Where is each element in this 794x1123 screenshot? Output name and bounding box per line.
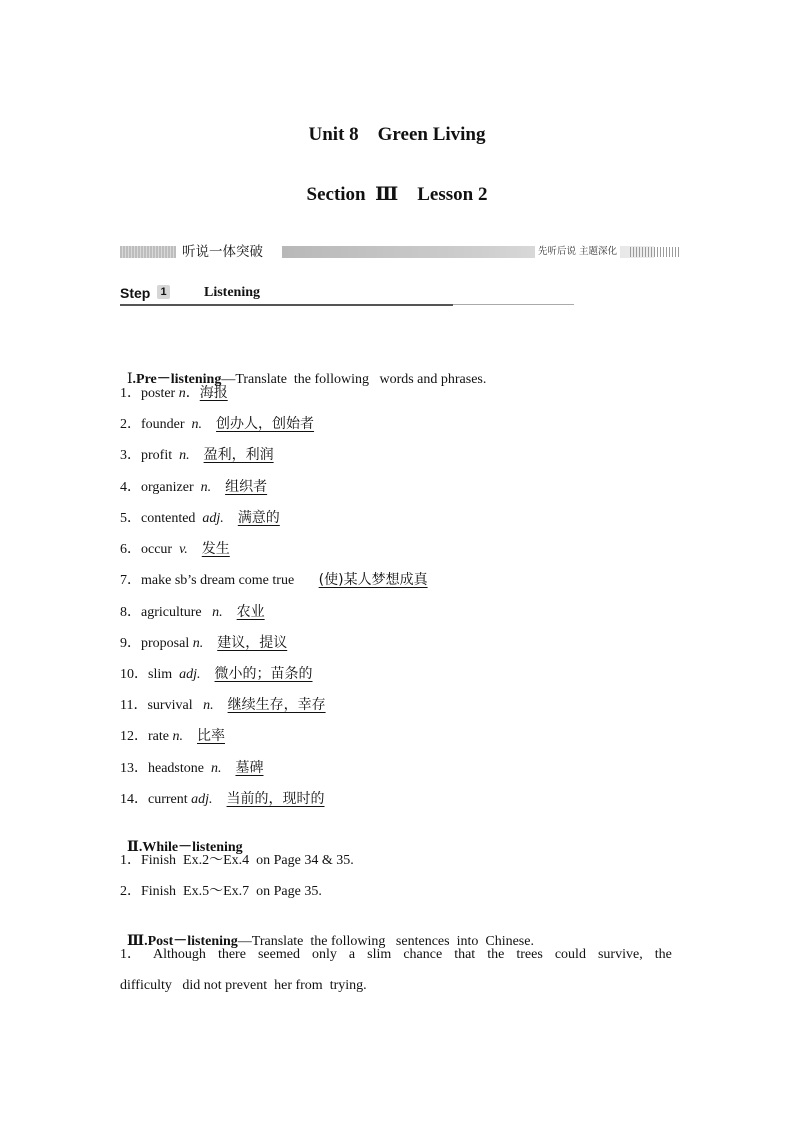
item-word: poster [141, 386, 179, 401]
item-answer: 盈利，利润 [203, 447, 274, 463]
item-word: contented [141, 511, 203, 526]
sentence-1-line-1 [120, 946, 672, 964]
item-word: rate [148, 729, 173, 744]
item-number: 10． [120, 667, 148, 682]
item-separator [223, 605, 237, 620]
banner-subtitle: 先听后说 主题深化 [535, 245, 620, 259]
item-answer: 当前的，现时的 [226, 791, 325, 807]
item-separator [203, 636, 217, 651]
section-banner [120, 244, 680, 261]
item-separator [211, 480, 225, 495]
item-answer: 农业 [236, 604, 265, 620]
list-item [120, 478, 267, 497]
list-item [120, 759, 263, 778]
item-number: 7． [120, 573, 141, 588]
item-word: founder [141, 417, 192, 432]
sentence-word: Although [153, 947, 206, 962]
item-word: occur [141, 542, 180, 557]
list-item [120, 384, 228, 403]
item-answer: 墓碑 [235, 760, 264, 776]
list-item [120, 446, 274, 465]
list-item [120, 540, 230, 559]
list-item [120, 634, 287, 653]
step-title: Listening [204, 285, 261, 300]
item-number: 9． [120, 636, 141, 651]
item-number: 11． [120, 698, 148, 713]
item-separator: ． [185, 386, 200, 401]
item-separator [190, 448, 204, 463]
sentence-word: survive, [597, 947, 643, 962]
item-answer: 发生 [201, 541, 230, 557]
sentence-1-line-2: difficulty did not prevent her from trying. [120, 978, 367, 993]
sentence-word: 1． [120, 947, 141, 962]
part3-numeral: Ⅲ [127, 934, 145, 949]
list-item [120, 603, 265, 622]
part1-heading: .Pre－listening [132, 372, 222, 387]
item-number: 6． [120, 542, 141, 557]
sentence-word: slim [367, 947, 392, 962]
item-number: 8． [120, 605, 141, 620]
item-answer: 比率 [196, 728, 225, 744]
item-separator [202, 417, 216, 432]
sentence-word: the [654, 947, 672, 962]
item-pos: adj. [179, 667, 201, 682]
item-answer: 继续生存，幸存 [227, 697, 326, 713]
item-pos: v. [179, 542, 188, 557]
item-pos: n. [212, 605, 223, 620]
item-word: organizer [141, 480, 201, 495]
item-separator [188, 542, 202, 557]
item-pos: n. [191, 417, 203, 432]
item-number: 13． [120, 761, 148, 776]
section-title: Section Ⅲ Lesson 2 [306, 184, 488, 205]
step-rule-dark [120, 304, 453, 306]
item-number: 14． [120, 792, 148, 807]
item-answer: 满意的 [237, 510, 280, 526]
item-separator [294, 573, 319, 588]
item-separator [221, 761, 235, 776]
list-item: 1．Finish Ex.2～Ex.4 on Page 34 & 35. [120, 853, 354, 868]
sentence-word: the [487, 947, 505, 962]
step-label: Step [120, 285, 151, 301]
item-answer: 组织者 [225, 479, 268, 495]
item-word: proposal [141, 636, 193, 651]
part3-instruction: —Translate the following sentences into Chinese. [237, 934, 534, 949]
list-item [120, 727, 225, 746]
item-separator [224, 511, 238, 526]
sentence-word: trees [516, 947, 543, 962]
item-word: survival [147, 698, 204, 713]
item-word: agriculture [141, 605, 213, 620]
item-number: 1． [120, 386, 141, 401]
item-separator [213, 792, 227, 807]
list-item: 2．Finish Ex.5～Ex.7 on Page 35. [120, 884, 322, 899]
item-pos: n [178, 386, 186, 401]
item-answer: 创办人，创始者 [216, 416, 315, 432]
sentence-word: seemed [257, 947, 300, 962]
item-answer: (使)某人梦想成真 [318, 572, 428, 588]
part1-numeral: Ⅰ [127, 372, 133, 387]
list-item [120, 571, 428, 590]
banner-title: 听说一体突破 [178, 243, 267, 261]
item-pos: adj. [202, 511, 224, 526]
item-pos: n. [203, 698, 214, 713]
item-word: make sb’s dream come true [141, 573, 295, 588]
item-word: current [148, 792, 192, 807]
banner-bar-left [120, 246, 176, 258]
sentence-word: only [311, 947, 337, 962]
part2-numeral: Ⅱ [127, 840, 139, 855]
sentence-word: chance [403, 947, 443, 962]
item-separator [183, 729, 197, 744]
part3-heading: .Post－listening [144, 934, 238, 949]
item-number: 4． [120, 480, 141, 495]
step-rule-light [453, 304, 574, 305]
part1-instruction: —Translate the following words and phrases. [221, 372, 487, 387]
item-number: 2． [120, 417, 141, 432]
list-item [120, 696, 326, 715]
item-answer: 海报 [199, 385, 228, 401]
sentence-word: a [348, 947, 356, 962]
unit-title: Unit 8 Green Living [308, 124, 486, 145]
list-item [120, 509, 280, 528]
item-pos: n. [200, 480, 212, 495]
item-pos: adj. [191, 792, 213, 807]
sentence-word: could [554, 947, 586, 962]
item-number: 3． [120, 448, 141, 463]
item-separator [214, 698, 228, 713]
sentence-word: there [217, 947, 246, 962]
item-word: headstone [148, 761, 211, 776]
part2-heading: .While－listening [138, 840, 243, 855]
item-word: profit [141, 448, 180, 463]
banner-bar-right [630, 247, 680, 257]
step-header [120, 283, 574, 307]
item-word: slim [148, 667, 180, 682]
item-pos: n. [192, 636, 204, 651]
item-pos: n. [172, 729, 183, 744]
item-pos: n. [210, 761, 222, 776]
item-pos: n. [179, 448, 190, 463]
item-answer: 建议，提议 [217, 635, 288, 651]
sentence-word: that [454, 947, 476, 962]
item-number: 5． [120, 511, 141, 526]
item-answer: 微小的；苗条的 [214, 666, 313, 682]
list-item [120, 790, 325, 809]
list-item [120, 415, 314, 434]
item-number: 12． [120, 729, 148, 744]
step-number-badge: 1 [157, 285, 170, 299]
item-separator [201, 667, 215, 682]
list-item [120, 665, 313, 684]
